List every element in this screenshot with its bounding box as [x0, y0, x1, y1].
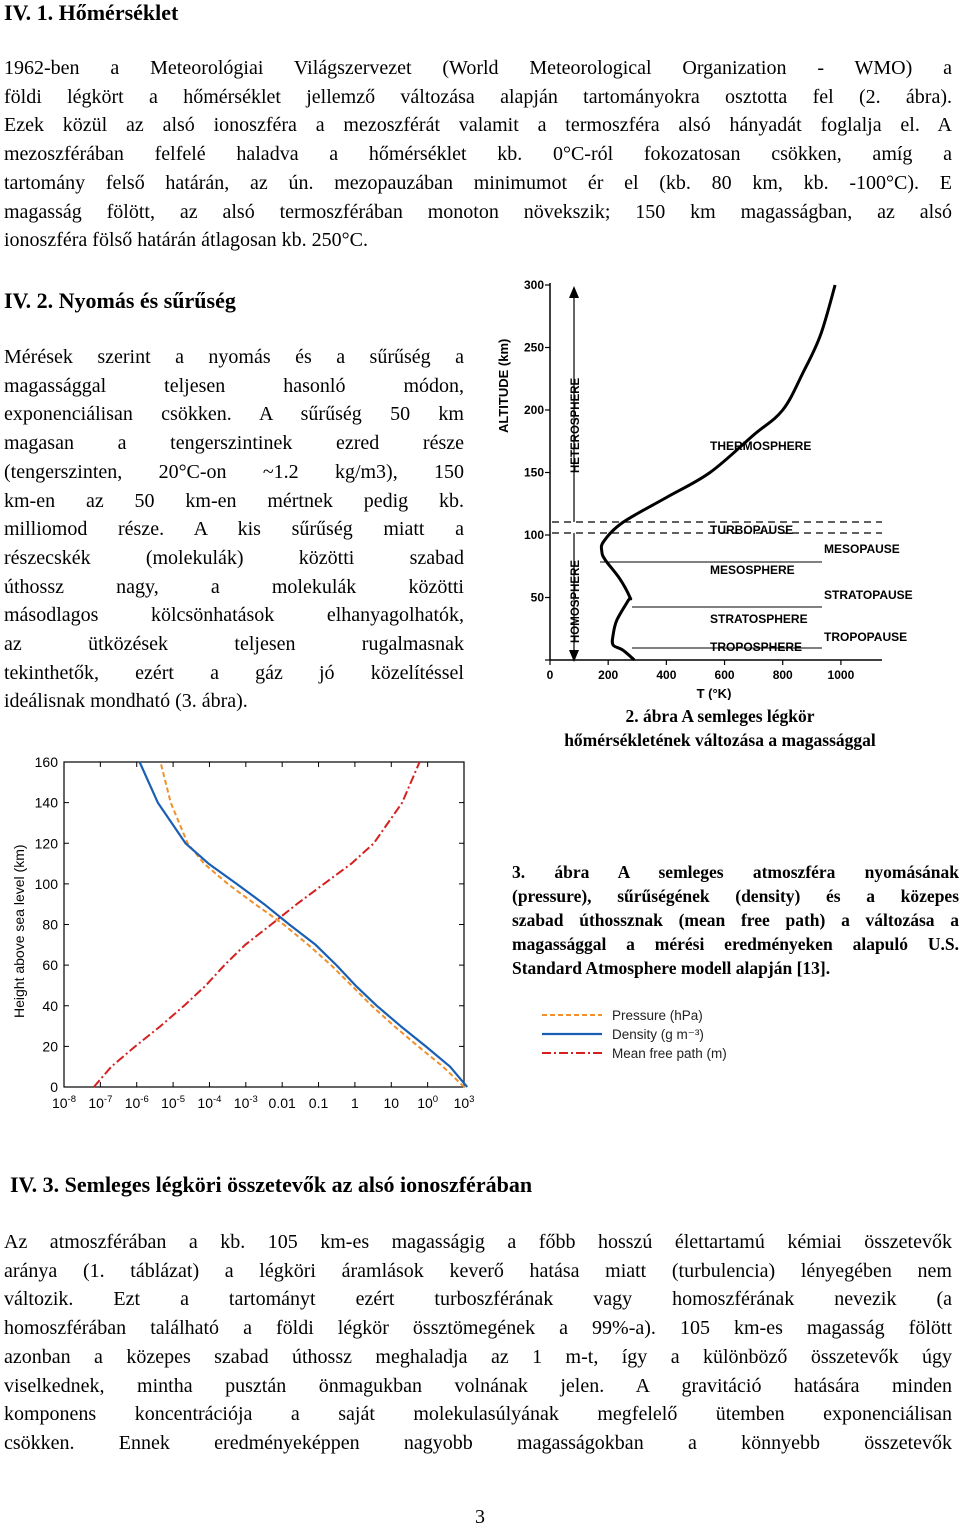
text-line: földi légkört a hőmérséklet jellemző változása alapján tartományokra osztotta fel (2. ábra).: [4, 85, 952, 108]
caption-line: Standard Atmosphere modell alapján [13].: [512, 958, 831, 978]
text-line: úthossz nagy, a molekulák közötti: [4, 575, 464, 598]
x-tick-label: 1: [351, 1095, 359, 1111]
paragraph-temperature: [4, 54, 952, 255]
caption-line: szabad úthossznak (mean free path) a változása a: [512, 910, 959, 930]
text-line: részecskék (molekulák) közötti szabad: [4, 546, 464, 569]
y-tick-label: 200: [523, 403, 544, 417]
text-line: magassággal teljesen hasonló módon,: [4, 374, 464, 397]
text-line: csökken. Ennek eredményeképpen nagyobb magasságokban a könnyebb összetevők: [4, 1431, 952, 1454]
x-tick-label: 10: [383, 1095, 400, 1111]
text-line: km-en az 50 km-en mértnek pedig kb.: [4, 489, 464, 512]
text-line: tekinthetők, ezért a gáz jó közelítéssel: [4, 661, 464, 684]
stratosphere-label: STRATOSPHERE: [710, 612, 808, 626]
y-tick-label: 250: [523, 340, 544, 355]
figure2-caption: [480, 704, 960, 752]
turbopause-label: TURBOPAUSE: [710, 523, 794, 537]
mfp-series-line: [94, 762, 420, 1087]
text-line: mezoszférában felfelé haladva a hőmérséklet kb. 0°C-ról fokozatosan csökken, amíg a: [4, 143, 952, 166]
figure3-legend: [512, 1002, 744, 1070]
text-line: tartomány felső határán, az ún. mezopauzában minimumot ér el (kb. 80 km, kb. -100°C). E: [4, 171, 952, 194]
y-tick-label: 300: [523, 278, 544, 292]
text-line: másodlagos kölcsönhatások elhanyagolhatók,: [4, 604, 464, 627]
y-tick-label: 160: [34, 754, 58, 770]
x-tick-label: $10^{-3}$: [233, 1094, 258, 1111]
arrow-up-icon: [569, 286, 579, 298]
x-tick-label: 400: [656, 668, 677, 682]
x-axis-label: T (°K): [696, 686, 732, 700]
figure-temperature-profile: [482, 258, 960, 700]
text-line: magasság fölött, az alsó termoszférában monoton növekszik; 150 km magasságban, az alsó: [4, 200, 952, 223]
y-tick-label: 0: [50, 1079, 58, 1095]
x-tick-label: $10^{-7}$: [88, 1094, 113, 1111]
text-line: exponenciálisan csökken. A sűrűség 50 km: [4, 403, 464, 426]
y-axis-label: ALTITUDE (km): [496, 338, 511, 433]
section-heading-temperature: IV. 1. Hőmérséklet: [4, 0, 179, 25]
mesopause-label: MESOPAUSE: [824, 542, 900, 556]
text-line: ideálisnak mondható (3. ábra).: [4, 690, 248, 713]
y-tick-label: 40: [42, 997, 58, 1014]
page-number: 3: [475, 1506, 485, 1528]
x-tick-label: $10^{-5}$: [161, 1094, 186, 1111]
text-line: ionoszféra fölső határán átlagosan kb. 250°C.: [4, 229, 369, 252]
x-tick-label: 0.01: [268, 1095, 296, 1111]
x-tick-label: 1000: [827, 668, 855, 682]
y-tick-label: 50: [530, 590, 544, 605]
plot-frame: [64, 762, 464, 1087]
y-tick-label: 20: [42, 1038, 58, 1055]
paragraph-components: [4, 1228, 952, 1458]
caption-line: (pressure), sűrűségének (density) és a közepes: [512, 886, 959, 906]
text-line: (tengerszinten, 20°C-on ~1.2 kg/m3), 150: [4, 460, 464, 483]
x-tick-label: 0: [546, 668, 554, 682]
x-tick-label: 800: [772, 668, 793, 682]
x-tick-label: $10^{-4}$: [197, 1094, 222, 1111]
caption-line: magassággal a mérési eredményeken alapuló U.S.: [512, 934, 959, 954]
homosphere-label: HOMOSPHERE: [570, 559, 582, 643]
text-line: Ezek közül az alsó ionoszféra a mezoszférát valamit a termoszféra alsó hányadát foglalja el. A: [4, 114, 952, 137]
y-axis-label: Height above sea level (km): [11, 844, 27, 1018]
text-line: aránya (1. táblázat) a légköri áramlások keverő hatása miatt (turbulencia) lényegében nem: [4, 1259, 952, 1282]
heterosphere-label: HETEROSPHERE: [570, 377, 582, 473]
mesosphere-label: MESOSPHERE: [710, 563, 795, 577]
caption-line: 3. ábra A semleges atmoszféra nyomásának: [512, 862, 959, 882]
text-line: azonban a közepes szabad úthossz meghaladja az 1 m-t, így a különböző összetevők úgy: [4, 1345, 952, 1368]
text-line: Mérések szerint a nyomás és a sűrűség a: [4, 346, 464, 368]
y-tick-label: 150: [523, 465, 544, 480]
caption-line: hőmérsékletének változása a magassággal: [564, 730, 876, 750]
pressure-series-line: [161, 762, 465, 1087]
x-tick-label: $10^0$: [417, 1094, 439, 1111]
x-tick-label: $10^3$: [453, 1094, 475, 1111]
figure-pressure-density-chart: [4, 748, 480, 1120]
text-line: homoszférában található a földi légkör össztömegének a 99%-a). 105 km-es magasság fölött: [4, 1317, 952, 1340]
section-heading-components: IV. 3. Semleges légköri összetevők az alsó ionoszférában: [10, 1172, 533, 1197]
legend-density-label: Density (g m⁻³): [612, 1027, 704, 1042]
x-tick-label: $10^{-6}$: [124, 1094, 149, 1111]
text-line: változik. Ezt a tartományt ezért turboszférának vagy homoszférának nevezik (a: [4, 1288, 952, 1311]
x-tick-label: 200: [598, 668, 619, 682]
y-tick-label: 120: [34, 835, 58, 852]
text-line: 1962-ben a Meteorológiai Világszervezet (World Meteorological Organization - WMO) a: [4, 57, 952, 79]
text-line: komponens koncentrációja a saját molekulasúlyának megfelelő ütemben exponenciálisan: [4, 1403, 952, 1426]
y-tick-label: 60: [42, 957, 58, 974]
text-line: Az atmoszférában a kb. 105 km-es magasságig a főbb hosszú élettartamú kémiai összetevők: [4, 1231, 952, 1253]
x-tick-label: 0.1: [308, 1095, 329, 1111]
y-tick-label: 100: [523, 528, 544, 542]
y-tick-label: 100: [34, 875, 58, 892]
section-heading-pressure-density: IV. 2. Nyomás és sűrűség: [4, 288, 236, 313]
text-line: milliomod része. A kis sűrűség miatt a: [4, 518, 464, 541]
x-tick-label: $10^{-8}$: [51, 1094, 77, 1111]
legend-pressure-label: Pressure (hPa): [612, 1008, 703, 1023]
text-line: viselkednek, mintha pusztán önmagukban volnának jelen. A gravitáció hatására minden: [4, 1374, 952, 1397]
x-tick-label: 600: [714, 668, 735, 682]
paragraph-pressure-density: [4, 343, 464, 716]
caption-line: 2. ábra A semleges légkör: [625, 706, 815, 726]
thermosphere-label: THERMOSPHERE: [710, 439, 812, 453]
density-series-line: [140, 762, 468, 1087]
legend-mfp-label: Mean free path (m): [612, 1046, 727, 1061]
stratopause-label: STRATOPAUSE: [824, 588, 913, 602]
troposphere-label: TROPOSPHERE: [710, 640, 803, 654]
figure3-caption: [512, 860, 959, 980]
y-tick-label: 140: [34, 794, 58, 811]
text-line: magasan a tengerszintinek ezred része: [4, 432, 464, 455]
y-tick-label: 80: [42, 916, 58, 933]
temperature-curve: [601, 285, 835, 660]
text-line: az ütközések teljesen rugalmasnak: [4, 633, 464, 656]
tropopause-label: TROPOPAUSE: [824, 630, 908, 644]
